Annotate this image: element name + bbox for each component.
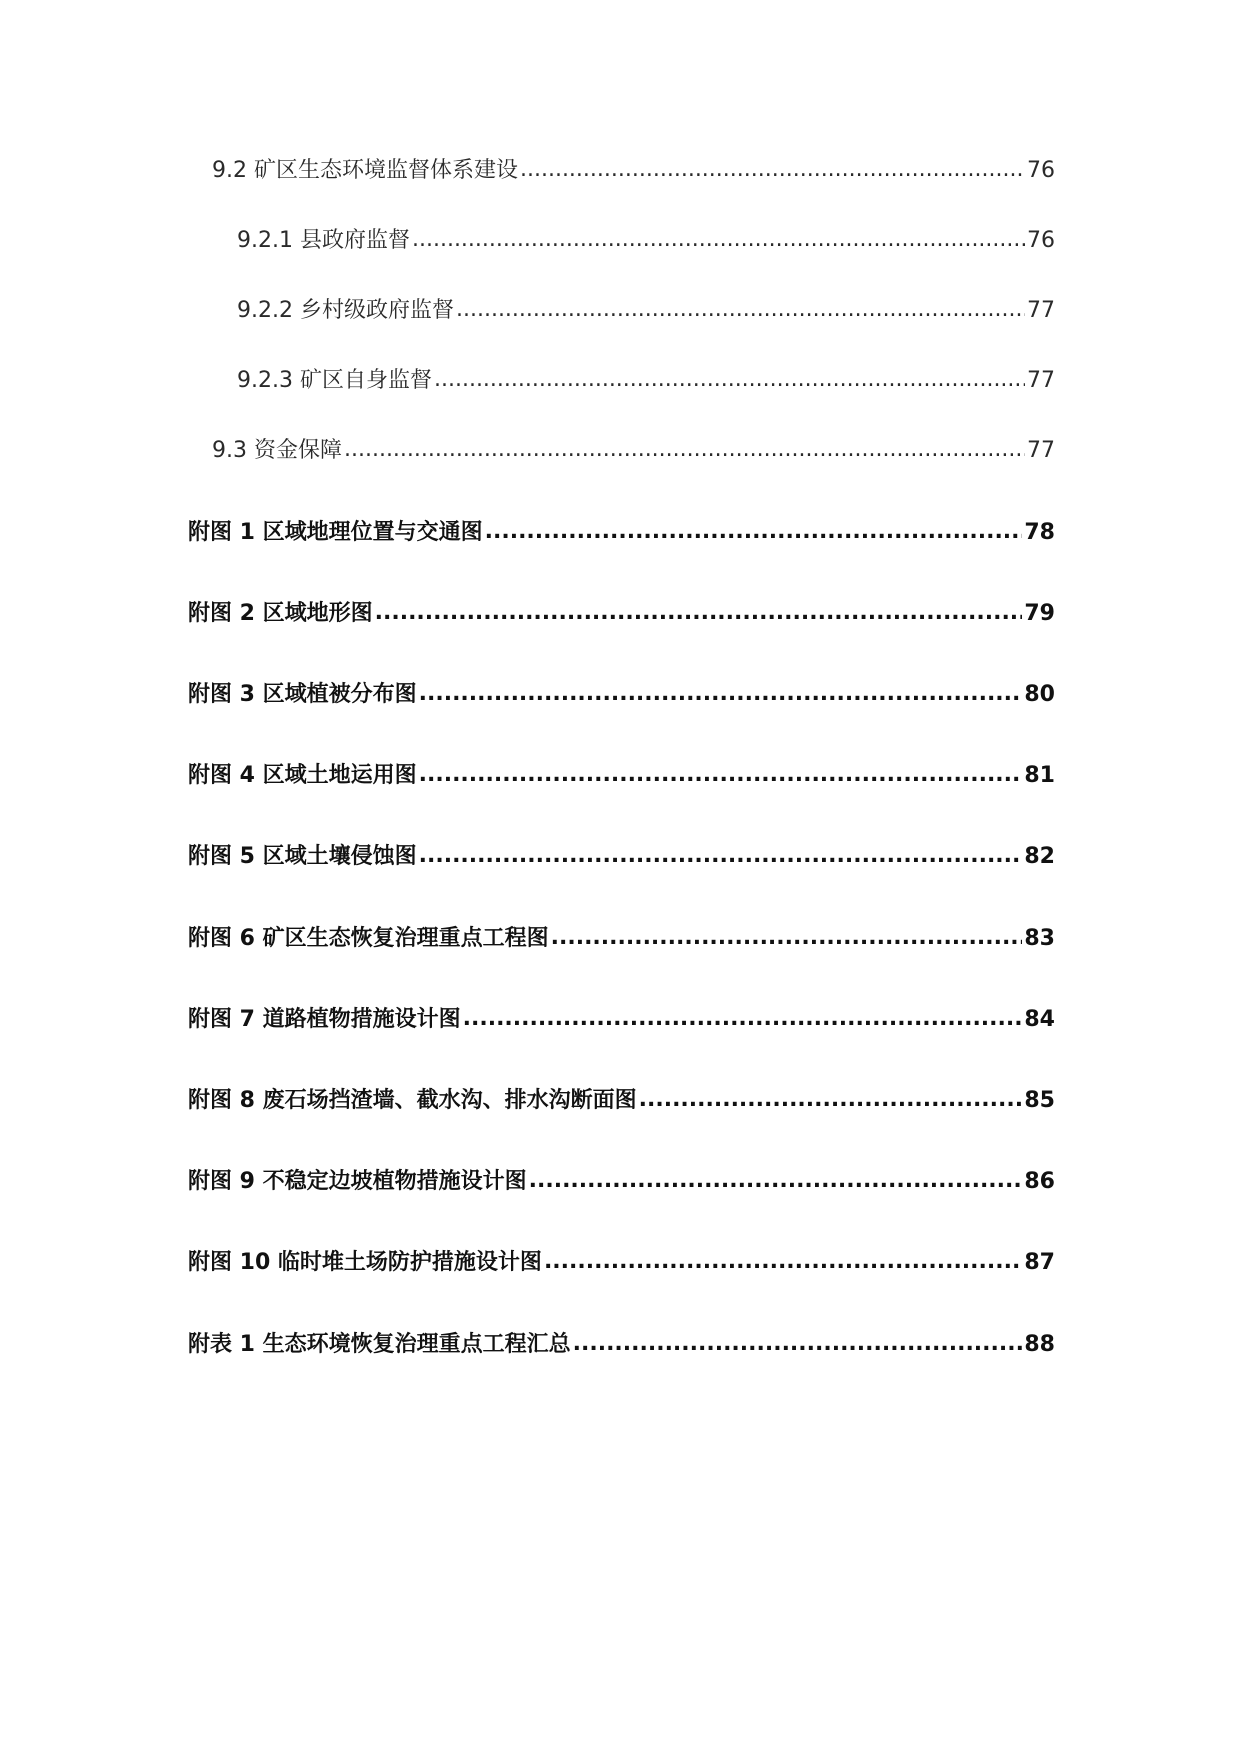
toc-entry-page: 76 — [1027, 228, 1055, 253]
toc-entry-title: 附图 6 矿区生态恢复治理重点工程图 — [188, 926, 549, 951]
toc-entry-figure-3[interactable] — [188, 677, 1055, 708]
toc-entry-figure-6[interactable] — [188, 921, 1055, 952]
toc-entry-figure-4[interactable] — [188, 758, 1055, 789]
toc-entry-title: 附图 7 道路植物措施设计图 — [188, 1007, 461, 1032]
toc-entry-title: 附图 2 区域地形图 — [188, 601, 373, 626]
toc-entry-title: 附图 1 区域地理位置与交通图 — [188, 520, 483, 545]
toc-entry-page: 86 — [1024, 1169, 1055, 1194]
toc-entry-page: 77 — [1027, 368, 1055, 393]
toc-entry-title: 附图 5 区域土壤侵蚀图 — [188, 844, 417, 869]
toc-entry-page: 82 — [1024, 844, 1055, 869]
toc-dot-leader — [573, 1331, 1023, 1356]
toc-entry-page: 83 — [1024, 926, 1055, 951]
toc-entry-title: 9.2.3 矿区自身监督 — [237, 368, 432, 393]
toc-entry-figure-7[interactable] — [188, 1002, 1055, 1033]
toc-entry-9-2[interactable] — [212, 153, 1055, 184]
toc-entry-title: 附图 4 区域土地运用图 — [188, 763, 417, 788]
toc-entry-9-3[interactable] — [212, 433, 1055, 464]
toc-entry-figure-1[interactable] — [188, 515, 1055, 546]
toc-entry-9-2-1[interactable] — [237, 223, 1055, 254]
toc-entry-figure-9[interactable] — [188, 1164, 1055, 1195]
toc-entry-page: 76 — [1027, 158, 1055, 183]
toc-dot-leader — [434, 367, 1025, 392]
toc-entry-title: 9.2.1 县政府监督 — [237, 228, 410, 253]
toc-entry-title: 9.2 矿区生态环境监督体系建设 — [212, 158, 518, 183]
toc-entry-page: 77 — [1027, 438, 1055, 463]
toc-dot-leader — [639, 1087, 1023, 1112]
toc-entry-figure-10[interactable] — [188, 1245, 1055, 1276]
toc-entry-9-2-3[interactable] — [237, 363, 1055, 394]
toc-dot-leader — [419, 843, 1023, 868]
toc-dot-leader — [463, 1006, 1023, 1031]
toc-dot-leader — [344, 437, 1025, 462]
toc-entry-9-2-2[interactable] — [237, 293, 1055, 324]
toc-entry-table-1[interactable] — [188, 1327, 1055, 1358]
toc-entry-page: 79 — [1024, 601, 1055, 626]
toc-entry-page: 85 — [1024, 1088, 1055, 1113]
toc-entry-figure-2[interactable] — [188, 596, 1055, 627]
toc-dot-leader — [456, 297, 1025, 322]
toc-entry-page: 84 — [1024, 1007, 1055, 1032]
toc-dot-leader — [485, 519, 1023, 544]
toc-entry-page: 88 — [1024, 1332, 1055, 1357]
toc-entry-page: 81 — [1024, 763, 1055, 788]
toc-entry-page: 80 — [1024, 682, 1055, 707]
toc-entry-title: 附表 1 生态环境恢复治理重点工程汇总 — [188, 1332, 571, 1357]
toc-entry-title: 9.3 资金保障 — [212, 438, 342, 463]
toc-dot-leader — [520, 157, 1025, 182]
toc-dot-leader — [529, 1168, 1023, 1193]
toc-entry-title: 附图 8 废石场挡渣墙、截水沟、排水沟断面图 — [188, 1088, 637, 1113]
toc-dot-leader — [551, 925, 1023, 950]
toc-dot-leader — [419, 681, 1023, 706]
toc-entry-page: 77 — [1027, 298, 1055, 323]
toc-dot-leader — [544, 1249, 1022, 1274]
toc-entry-figure-8[interactable] — [188, 1083, 1055, 1114]
toc-dot-leader — [419, 762, 1023, 787]
toc-dot-leader — [375, 600, 1023, 625]
toc-entry-page: 87 — [1024, 1250, 1055, 1275]
toc-entry-title: 附图 3 区域植被分布图 — [188, 682, 417, 707]
toc-entry-title: 9.2.2 乡村级政府监督 — [237, 298, 454, 323]
toc-dot-leader — [412, 227, 1025, 252]
toc-entry-title: 附图 10 临时堆土场防护措施设计图 — [188, 1250, 542, 1275]
toc-entry-page: 78 — [1024, 520, 1055, 545]
toc-entry-title: 附图 9 不稳定边坡植物措施设计图 — [188, 1169, 527, 1194]
toc-entry-figure-5[interactable] — [188, 839, 1055, 870]
